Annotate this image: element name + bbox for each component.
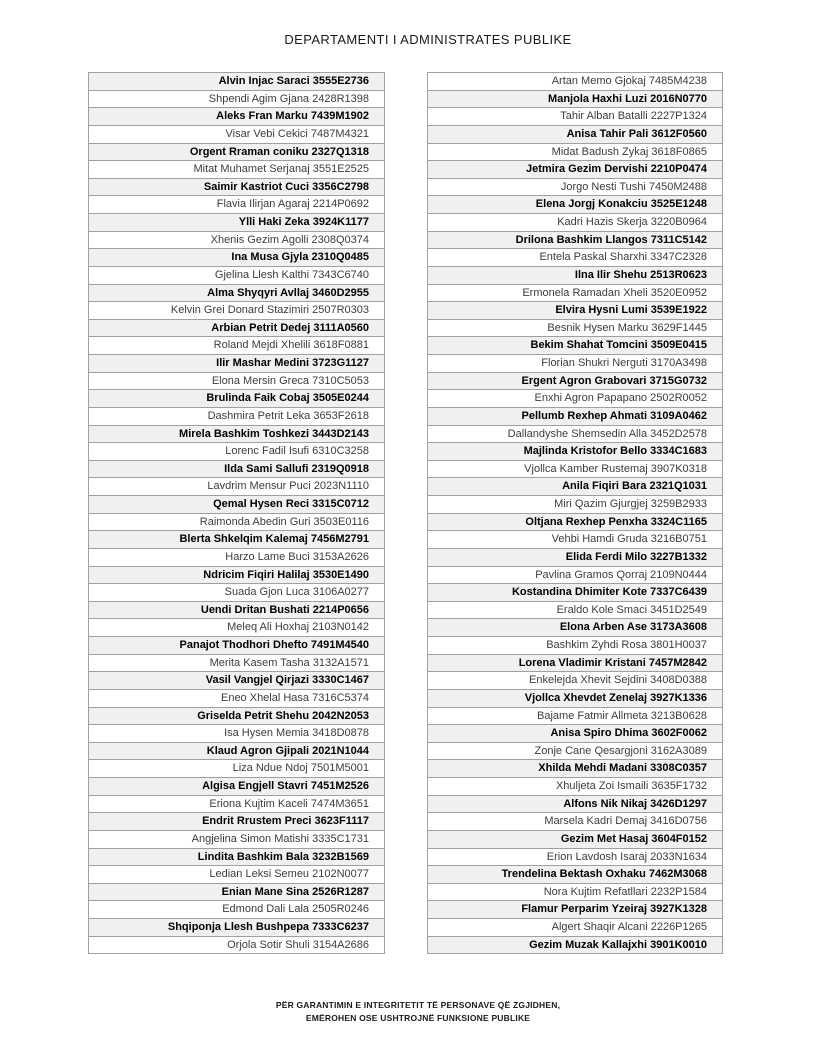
table-row: Marsela Kadri Demaj 3416D0756 [427,813,723,831]
table-row: Eriona Kujtim Kaceli 7474M3651 [88,796,385,814]
page-footer [0,999,816,1024]
table-row: Visar Vebi Cekici 7487M4321 [88,126,385,144]
table-row: Merita Kasem Tasha 3132A1571 [88,655,385,673]
table-row: Isa Hysen Memia 3418D0878 [88,725,385,743]
table-row: Lindita Bashkim Bala 3232B1569 [88,849,385,867]
table-row: Vjollca Xhevdet Zenelaj 3927K1336 [427,690,723,708]
table-row: Anila Fiqiri Bara 2321Q1031 [427,478,723,496]
table-row: Elona Mersin Greca 7310C5053 [88,373,385,391]
table-row: Oltjana Rexhep Penxha 3324C1165 [427,514,723,532]
table-row: Miri Qazim Gjurgjej 3259B2933 [427,496,723,514]
table-row: Nora Kujtim Refatllari 2232P1584 [427,884,723,902]
table-row: Ledian Leksi Semeu 2102N0077 [88,866,385,884]
table-row: Pellumb Rexhep Ahmati 3109A0462 [427,408,723,426]
table-row: Ina Musa Gjyla 2310Q0485 [88,249,385,267]
table-row: Jorgo Nesti Tushi 7450M2488 [427,179,723,197]
table-row: Vehbi Hamdi Gruda 3216B0751 [427,531,723,549]
table-row: Orjola Sotir Shuli 3154A2686 [88,937,385,955]
table-row: Aleks Fran Marku 7439M1902 [88,108,385,126]
table-row: Dallandyshe Shemsedin Alla 3452D2578 [427,426,723,444]
table-row: Algert Shaqir Alcani 2226P1265 [427,919,723,937]
footer-line-2: EMËROHEN OSE USHTROJNË FUNKSIONE PUBLIKE [305,1012,531,1023]
table-row: Orgent Rraman coniku 2327Q1318 [88,144,385,162]
table-row: Ndricim Fiqiri Halilaj 3530E1490 [88,567,385,585]
table-row: Kadri Hazis Skerja 3220B0964 [427,214,723,232]
roster-column-left [88,72,385,954]
table-row: Ylli Haki Zeka 3924K1177 [88,214,385,232]
table-row: Brulinda Faik Cobaj 3505E0244 [88,390,385,408]
table-row: Lavdrim Mensur Puci 2023N1110 [88,478,385,496]
table-row: Kostandina Dhimiter Kote 7337C6439 [427,584,723,602]
table-row: Enkelejda Xhevit Sejdini 3408D0388 [427,672,723,690]
table-row: Lorena Vladimir Kristani 7457M2842 [427,655,723,673]
table-row: Gezim Muzak Kallajxhi 3901K0010 [427,937,723,955]
table-row: Xhilda Mehdi Madani 3308C0357 [427,760,723,778]
table-row: Alfons Nik Nikaj 3426D1297 [427,796,723,814]
table-row: Jetmira Gezim Dervishi 2210P0474 [427,161,723,179]
table-row: Pavlina Gramos Qorraj 2109N0444 [427,567,723,585]
table-row: Harzo Lame Buci 3153A2626 [88,549,385,567]
table-row: Ergent Agron Grabovari 3715G0732 [427,373,723,391]
table-row: Alma Shyqyri Avllaj 3460D2955 [88,285,385,303]
table-row: Liza Ndue Ndoj 7501M5001 [88,760,385,778]
table-row: Midat Badush Zykaj 3618F0865 [427,144,723,162]
table-row: Arbian Petrit Dedej 3111A0560 [88,320,385,338]
table-row: Elona Arben Ase 3173A3608 [427,619,723,637]
table-row: Artan Memo Gjokaj 7485M4238 [427,73,723,91]
table-row: Griselda Petrit Shehu 2042N2053 [88,708,385,726]
table-row: Roland Mejdi Xhelili 3618F0881 [88,337,385,355]
table-row: Besnik Hysen Marku 3629F1445 [427,320,723,338]
table-row: Manjola Haxhi Luzi 2016N0770 [427,91,723,109]
table-row: Angjelina Simon Matishi 3335C1731 [88,831,385,849]
table-row: Anisa Tahir Pali 3612F0560 [427,126,723,144]
table-row: Entela Paskal Sharxhi 3347C2328 [427,249,723,267]
table-row: Raimonda Abedin Guri 3503E0116 [88,514,385,532]
table-row: Elvira Hysni Lumi 3539E1922 [427,302,723,320]
table-row: Erion Lavdosh Isaraj 2033N1634 [427,849,723,867]
table-row: Gezim Met Hasaj 3604F0152 [427,831,723,849]
table-row: Qemal Hysen Reci 3315C0712 [88,496,385,514]
table-row: Gjelina Llesh Kalthi 7343C6740 [88,267,385,285]
footer-line-1: PËR GARANTIMIN E INTEGRITETIT TË PERSONAVE QË ZGJIDHEN, [275,1000,561,1010]
table-row: Edmond Dali Lala 2505R0246 [88,901,385,919]
table-row: Vjollca Kamber Rustemaj 3907K0318 [427,461,723,479]
table-row: Meleq Ali Hoxhaj 2103N0142 [88,619,385,637]
table-row: Elena Jorgj Konakciu 3525E1248 [427,196,723,214]
table-row: Eraldo Kole Smaci 3451D2549 [427,602,723,620]
table-row: Mirela Bashkim Toshkezi 3443D2143 [88,426,385,444]
table-row: Zonje Cane Qesargjoni 3162A3089 [427,743,723,761]
table-row: Bekim Shahat Tomcini 3509E0415 [427,337,723,355]
table-row: Enian Mane Sina 2526R1287 [88,884,385,902]
table-row: Shqiponja Llesh Bushpepa 7333C6237 [88,919,385,937]
table-row: Panajot Thodhori Dhefto 7491M4540 [88,637,385,655]
table-row: Suada Gjon Luca 3106A0277 [88,584,385,602]
table-row: Enxhi Agron Papapano 2502R0052 [427,390,723,408]
table-row: Saimir Kastriot Cuci 3356C2798 [88,179,385,197]
table-row: Alvin Injac Saraci 3555E2736 [88,73,385,91]
table-row: Flamur Perparim Yzeiraj 3927K1328 [427,901,723,919]
table-row: Endrit Rrustem Preci 3623F1117 [88,813,385,831]
table-row: Elida Ferdi Milo 3227B1332 [427,549,723,567]
table-row: Ilna Ilir Shehu 2513R0623 [427,267,723,285]
roster-column-right [427,72,723,954]
table-row: Flavia Ilirjan Agaraj 2214P0692 [88,196,385,214]
table-row: Klaud Agron Gjipali 2021N1044 [88,743,385,761]
table-row: Dashmira Petrit Leka 3653F2618 [88,408,385,426]
table-row: Uendi Dritan Bushati 2214P0656 [88,602,385,620]
table-row: Ermonela Ramadan Xheli 3520E0952 [427,285,723,303]
table-row: Ilda Sami Sallufi 2319Q0918 [88,461,385,479]
table-row: Mitat Muhamet Serjanaj 3551E2525 [88,161,385,179]
table-row: Lorenc Fadil Isufi 6310C3258 [88,443,385,461]
table-row: Majlinda Kristofor Bello 3334C1683 [427,443,723,461]
table-row: Algisa Engjell Stavri 7451M2526 [88,778,385,796]
table-row: Xhuljeta Zoi Ismaili 3635F1732 [427,778,723,796]
table-row: Xhenis Gezim Agolli 2308Q0374 [88,232,385,250]
table-row: Bajame Fatmir Allmeta 3213B0628 [427,708,723,726]
roster-table [88,72,723,954]
table-row: Vasil Vangjel Qirjazi 3330C1467 [88,672,385,690]
table-row: Drilona Bashkim Llangos 7311C5142 [427,232,723,250]
table-row: Eneo Xhelal Hasa 7316C5374 [88,690,385,708]
table-row: Tahir Alban Batalli 2227P1324 [427,108,723,126]
table-row: Florian Shukri Nerguti 3170A3498 [427,355,723,373]
table-row: Anisa Spiro Dhima 3602F0062 [427,725,723,743]
table-row: Shpendi Agim Gjana 2428R1398 [88,91,385,109]
table-row: Blerta Shkelqim Kalemaj 7456M2791 [88,531,385,549]
table-row: Ilir Mashar Medini 3723G1127 [88,355,385,373]
table-row: Bashkim Zyhdi Rosa 3801H0037 [427,637,723,655]
page-title: DEPARTAMENTI I ADMINISTRATES PUBLIKE [284,32,572,47]
table-row: Trendelina Bektash Oxhaku 7462M3068 [427,866,723,884]
table-row: Kelvin Grei Donard Stazimiri 2507R0303 [88,302,385,320]
